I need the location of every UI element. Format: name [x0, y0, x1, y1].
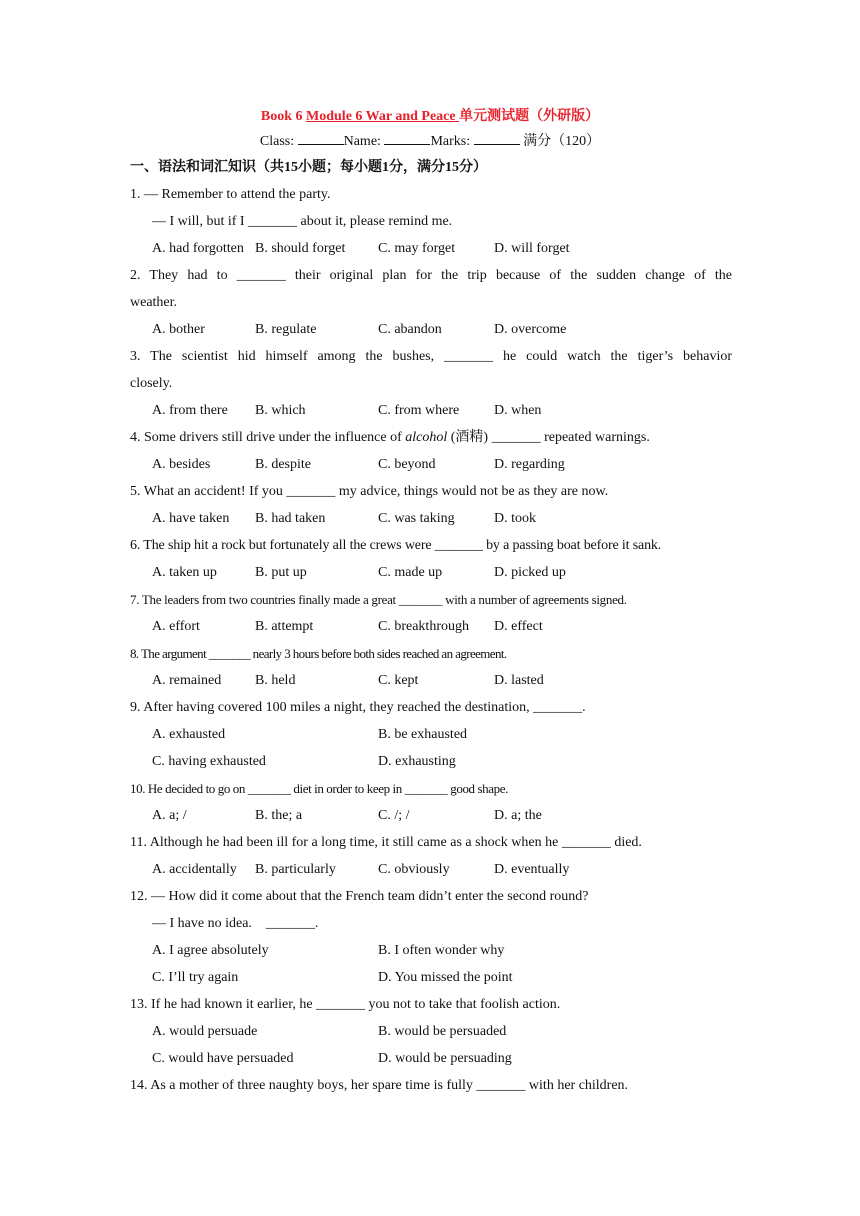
class-info-line: [0, 131, 860, 152]
marks-label: Marks:: [430, 134, 471, 149]
question-7-options: [130, 613, 732, 640]
question-4: [130, 424, 732, 451]
title-suffix: 单元测试题（外研版）: [459, 109, 600, 124]
question-3-continued: closely.: [130, 376, 173, 391]
option-c: C. having exhausted: [152, 754, 266, 769]
title-underlined: Module 6 War and Peace: [306, 109, 460, 124]
option-c: C. kept: [378, 673, 419, 688]
question-7: 7. The leaders from two countries finally made a great _______ with a number of agreements signed.: [130, 592, 627, 607]
option-a: A. have taken: [152, 511, 230, 526]
title-prefix: Book 6: [260, 109, 307, 124]
option-d: D. when: [494, 403, 542, 418]
option-c: C. breakthrough: [378, 619, 469, 634]
question-1-reply: — I will, but if I _______ about it, please remind me.: [152, 214, 453, 229]
option-d: D. overcome: [494, 322, 567, 337]
option-c: C. /; /: [378, 808, 410, 823]
option-a: A. exhausted: [152, 727, 226, 742]
question-9: 9. After having covered 100 miles a night, they reached the destination, _______.: [130, 700, 586, 715]
question-11-options: [130, 856, 732, 883]
question-2-continued: weather.: [130, 295, 178, 310]
option-d: D. You missed the point: [378, 970, 513, 985]
option-a: A. bother: [152, 322, 205, 337]
option-d: D. will forget: [494, 241, 570, 256]
option-c: C. made up: [378, 565, 443, 580]
question-1-options: [130, 235, 732, 262]
option-a: A. besides: [152, 457, 211, 472]
option-b: B. attempt: [255, 619, 314, 634]
question-9-options-cd: [130, 748, 732, 775]
option-c: C. abandon: [378, 322, 442, 337]
question-10-options: [130, 802, 732, 829]
question-4-italic-word: alcohol: [405, 430, 448, 445]
question-12-reply: — I have no idea. _______.: [152, 916, 319, 931]
question-9-options-ab: [130, 721, 732, 748]
option-a: A. taken up: [152, 565, 217, 580]
option-d: D. would be persuading: [378, 1051, 512, 1066]
question-6-options: [130, 559, 732, 586]
question-2: 2. They had to _______ their original plan for the trip because of the sudden change of the: [130, 268, 732, 283]
question-1: 1. — Remember to attend the party.: [130, 187, 331, 202]
question-11: 11. Although he had been ill for a long time, it still came as a shock when he _______ died.: [130, 835, 642, 850]
option-c: C. was taking: [378, 511, 455, 526]
option-b: B. held: [255, 673, 296, 688]
question-5-options: [130, 505, 732, 532]
option-c: C. may forget: [378, 241, 456, 256]
option-d: D. picked up: [494, 565, 566, 580]
question-12-options-ab: [130, 937, 732, 964]
option-d: D. eventually: [494, 862, 570, 877]
question-4-text: 4. Some drivers still drive under the influence of: [130, 430, 406, 445]
option-a: A. would persuade: [152, 1024, 258, 1039]
option-b: B. the; a: [255, 808, 303, 823]
question-14: 14. As a mother of three naughty boys, her spare time is fully _______ with her children.: [130, 1078, 629, 1093]
question-10: 10. He decided to go on _______ diet in order to keep in _______ good shape.: [130, 781, 508, 796]
option-b: B. which: [255, 403, 306, 418]
option-a: A. a; /: [152, 808, 187, 823]
question-3-options: [130, 397, 732, 424]
section-title: 一、语法和词汇知识（共15小题；每小题1分，满分15分）: [130, 160, 487, 175]
option-b: B. despite: [255, 457, 311, 472]
question-2-options: [130, 316, 732, 343]
class-label: Class:: [259, 134, 295, 149]
question-8-options: [130, 667, 732, 694]
option-c: C. beyond: [378, 457, 436, 472]
marks-blank: [474, 131, 520, 145]
question-13-options-ab: [130, 1018, 732, 1045]
question-3: 3. The scientist hid himself among the bushes, _______ he could watch the tiger’s behavior: [130, 349, 732, 364]
option-d: D. a; the: [494, 808, 542, 823]
option-d: D. took: [494, 511, 536, 526]
option-b: B. be exhausted: [378, 727, 468, 742]
question-13: 13. If he had known it earlier, he _______ you not to take that foolish action.: [130, 997, 561, 1012]
option-a: A. accidentally: [152, 862, 237, 877]
option-a: A. I agree absolutely: [152, 943, 269, 958]
question-8: 8. The argument _______ nearly 3 hours before both sides reached an agreement.: [130, 646, 507, 661]
option-a: A. remained: [152, 673, 222, 688]
option-d: D. effect: [494, 619, 543, 634]
question-12-options-cd: [130, 964, 732, 991]
question-list: [130, 181, 732, 1099]
option-a: A. had forgotten: [152, 241, 244, 256]
option-c: C. from where: [378, 403, 460, 418]
full-score: 满分（120）: [523, 134, 601, 149]
option-b: B. regulate: [255, 322, 317, 337]
page-title: [0, 107, 860, 127]
option-b: B. had taken: [255, 511, 326, 526]
class-blank: [298, 131, 344, 145]
option-a: A. effort: [152, 619, 200, 634]
option-b: B. should forget: [255, 241, 346, 256]
option-d: D. exhausting: [378, 754, 456, 769]
option-b: B. would be persuaded: [378, 1024, 507, 1039]
option-c: C. obviously: [378, 862, 450, 877]
question-4-text-end: (酒精) _______ repeated warnings.: [447, 430, 650, 445]
option-a: A. from there: [152, 403, 228, 418]
question-6: 6. The ship hit a rock but fortunately all the crews were _______ by a passing boat before it sank.: [130, 538, 662, 553]
question-5: 5. What an accident! If you _______ my advice, things would not be as they are now.: [130, 484, 609, 499]
option-b: B. particularly: [255, 862, 336, 877]
question-12: 12. — How did it come about that the French team didn’t enter the second round?: [130, 889, 589, 904]
option-b: B. I often wonder why: [378, 943, 505, 958]
option-c: C. would have persuaded: [152, 1051, 294, 1066]
question-4-options: [130, 451, 732, 478]
option-d: D. regarding: [494, 457, 565, 472]
name-label: Name:: [343, 134, 381, 149]
option-d: D. lasted: [494, 673, 544, 688]
question-13-options-cd: [130, 1045, 732, 1072]
name-blank: [384, 131, 430, 145]
option-b: B. put up: [255, 565, 307, 580]
option-c: C. I’ll try again: [152, 970, 239, 985]
